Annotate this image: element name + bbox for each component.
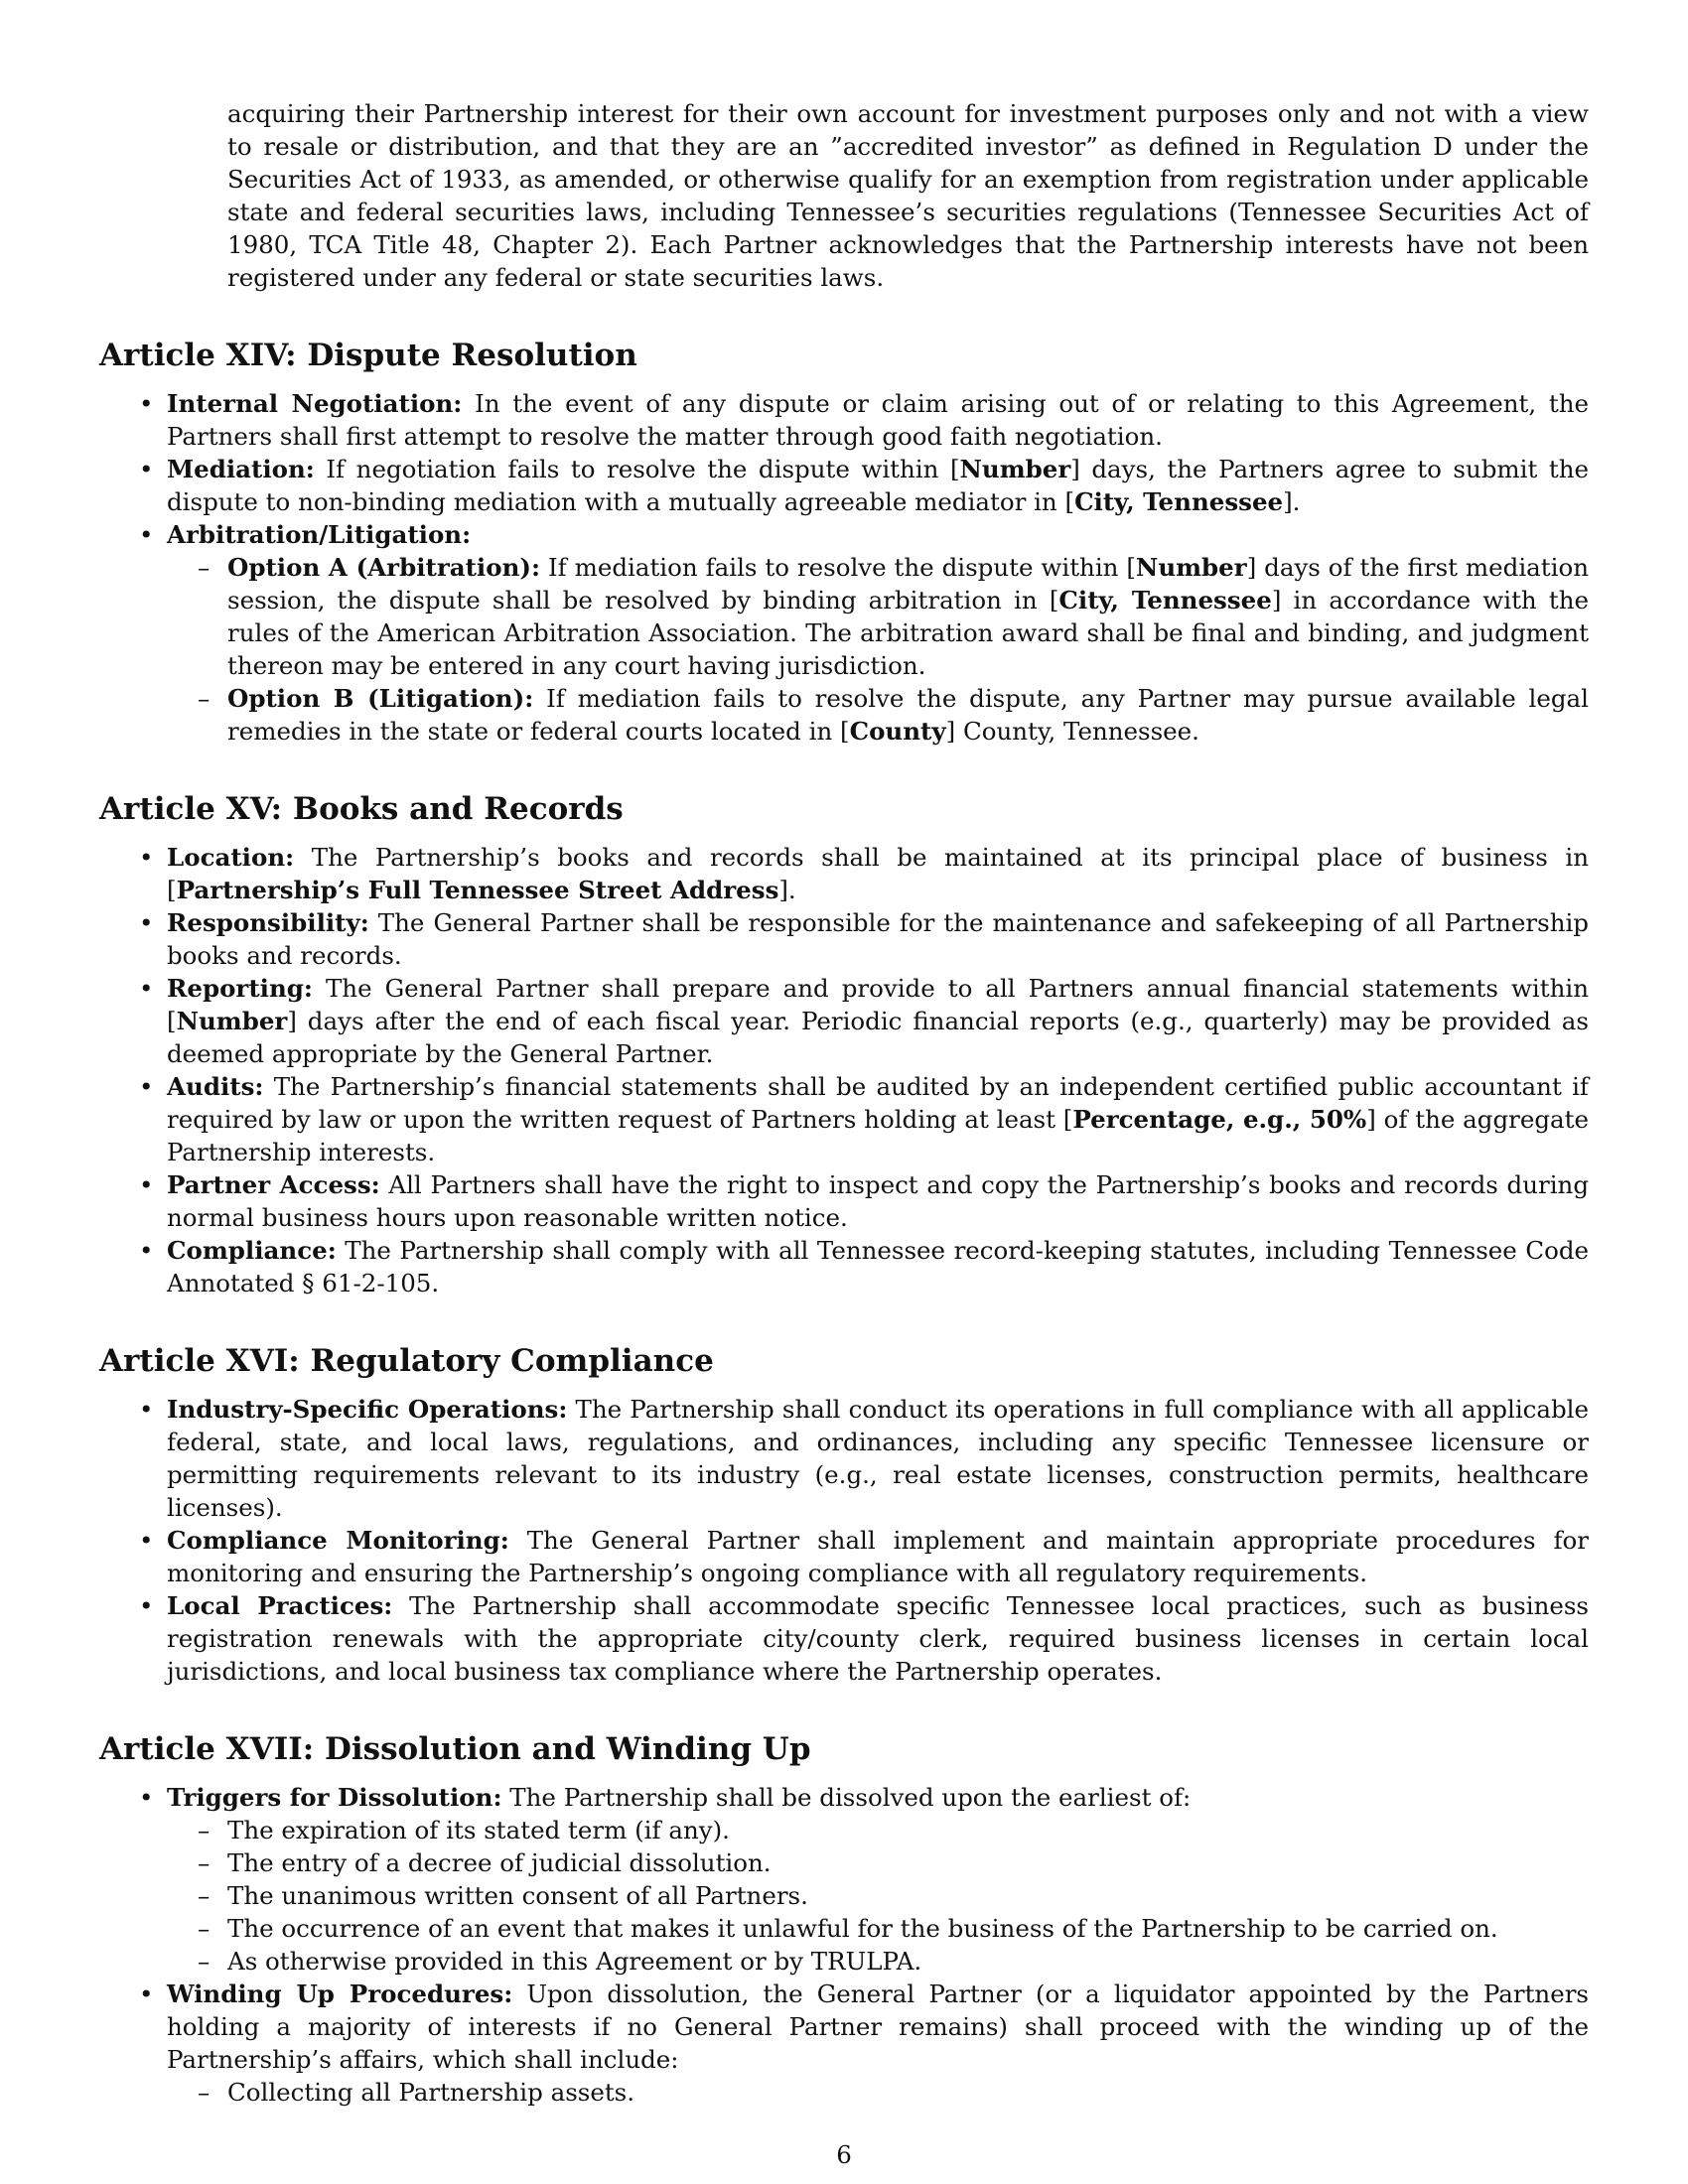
- article-14-heading: Article XIV: Dispute Resolution: [99, 338, 637, 373]
- sub-list-item: – The unanimous written consent of all Partners.: [167, 1879, 1589, 1912]
- list-item: • Compliance: The Partnership shall comply with all Tennessee record-keeping statutes, including Tennessee Code Annotated § 61-2-105.: [99, 1234, 1589, 1299]
- intro-paragraph: acquiring their Partnership interest for their own account for investment purposes only and not with a view to resale or distribution, and that they are an ”accredited investor” as defined in Regulation D under the Securities Act of 1933, as amended, or otherwise qualify for an exemption from registration under applicable state and federal securities laws, including Tennessee’s securities regulations (Tennessee Securities Act of 1980, TCA Title 48, Chapter 2). Each Partner acknowledges that the Partnership interests have not been registered under any federal or state securities laws.: [227, 99, 1589, 292]
- article-17-heading: Article XVII: Dissolution and Winding Up: [99, 1731, 811, 1767]
- item-label: Industry-Specific Operations:: [167, 1395, 568, 1424]
- article-17-list: [99, 1781, 1589, 2109]
- item-label: Partner Access:: [167, 1170, 380, 1199]
- sub-list-item: – The occurrence of an event that makes it unlawful for the business of the Partnership to be carried on.: [167, 1912, 1589, 1945]
- list-item: • Mediation: If negotiation fails to resolve the dispute within [Number] days, the Partners agree to submit the dispute to non-binding mediation with a mutually agreeable mediator in [City, Tennessee].: [99, 453, 1589, 518]
- placeholder: City, Tennessee: [1058, 586, 1272, 614]
- article-15-heading: Article XV: Books and Records: [99, 791, 624, 827]
- list-item: • Winding Up Procedures: Upon dissolution, the General Partner (or a liquidator appointed by the Partners holding a majority of interests if no General Partner remains) shall proceed with the winding up of the Partnership’s affairs, which shall include: – Collecting all Partnership assets.: [99, 1978, 1589, 2109]
- placeholder: Number: [1135, 553, 1247, 582]
- placeholder: County: [849, 717, 946, 746]
- sub-list-item: – Option A (Arbitration): If mediation fails to resolve the dispute within [Number] days of the first mediation session, the dispute shall be resolved by binding arbitration in [City, Tennessee] in accordance with the rules of the American Arbitration Association. The arbitration award shall be final and binding, and judgment thereon may be entered in any court having jurisdiction.: [167, 551, 1589, 682]
- item-label: Option A (Arbitration):: [227, 553, 541, 582]
- list-item: • Local Practices: The Partnership shall accommodate specific Tennessee local practices, such as business registration renewals with the appropriate city/county clerk, required business licenses in certain local jurisdictions, and local business tax compliance where the Partnership operates.: [99, 1589, 1589, 1688]
- list-item: • Audits: The Partnership’s financial statements shall be audited by an independent certified public accountant if required by law or upon the written request of Partners holding at least [Percentage, e.g., 50%] of the aggregate Partnership interests.: [99, 1070, 1589, 1168]
- article-14-list: [99, 387, 1589, 748]
- item-label: Compliance Monitoring:: [167, 1526, 509, 1555]
- sub-list-item: – Collecting all Partnership assets.: [167, 2076, 1589, 2109]
- document-page: [99, 97, 1589, 2109]
- page-number: 6: [836, 2140, 852, 2169]
- sub-list-item: – Option B (Litigation): If mediation fails to resolve the dispute, any Partner may pursue available legal remedies in the state or federal courts located in [County] County, Tennessee.: [167, 682, 1589, 748]
- item-label: Compliance:: [167, 1236, 337, 1265]
- list-item: • Internal Negotiation: In the event of any dispute or claim arising out of or relating to this Agreement, the Partners shall first attempt to resolve the matter through good faith negotiation.: [99, 387, 1589, 453]
- list-item: • Location: The Partnership’s books and records shall be maintained at its principal place of business in [Partnership’s Full Tennessee Street Address].: [99, 841, 1589, 906]
- article-16-list: [99, 1393, 1589, 1688]
- item-label: Responsibility:: [167, 908, 369, 937]
- placeholder: Number: [176, 1007, 288, 1035]
- sub-list-item: – The entry of a decree of judicial dissolution.: [167, 1846, 1589, 1879]
- item-label: Audits:: [167, 1072, 264, 1101]
- item-label: Reporting:: [167, 974, 313, 1003]
- item-label: Internal Negotiation:: [167, 389, 463, 418]
- list-item: • Triggers for Dissolution: The Partnership shall be dissolved upon the earliest of: – The expiration of its stated term (if any). – The entry of a decree of judicial dissolution. – The unanimous written consent of all Partners. – The occurrence of an event that makes it unlawful for the business of the Partnership to be carried on. – As otherwise provided in this Agreement or by TRULPA.: [99, 1781, 1589, 1978]
- placeholder: City, Tennessee: [1074, 487, 1284, 516]
- sub-list-item: – As otherwise provided in this Agreement or by TRULPA.: [167, 1945, 1589, 1978]
- placeholder: Percentage, e.g., 50%: [1072, 1105, 1367, 1134]
- item-label: Local Practices:: [167, 1591, 393, 1620]
- article-15-list: [99, 841, 1589, 1299]
- sub-list: [167, 551, 1589, 748]
- placeholder: Partnership’s Full Tennessee Street Address: [176, 876, 779, 904]
- item-label: Option B (Litigation):: [227, 684, 534, 713]
- sub-list: [167, 1814, 1589, 1978]
- item-label: Triggers for Dissolution:: [167, 1783, 502, 1812]
- item-label: Winding Up Procedures:: [167, 1979, 513, 2008]
- list-item: • Reporting: The General Partner shall prepare and provide to all Partners annual financial statements within [Number] days after the end of each fiscal year. Periodic financial reports (e.g., quarterly) may be provided as deemed appropriate by the General Partner.: [99, 972, 1589, 1070]
- article-16-heading: Article XVI: Regulatory Compliance: [99, 1343, 714, 1379]
- placeholder: Number: [959, 455, 1071, 483]
- list-item: • Partner Access: All Partners shall have the right to inspect and copy the Partnership’s books and records during normal business hours upon reasonable written notice.: [99, 1168, 1589, 1234]
- item-label: Location:: [167, 843, 295, 872]
- list-item: [99, 518, 1589, 748]
- item-label: Mediation:: [167, 455, 315, 483]
- list-item: • Responsibility: The General Partner shall be responsible for the maintenance and safekeeping of all Partnership books and records.: [99, 906, 1589, 972]
- item-label: Arbitration/Litigation:: [167, 520, 472, 549]
- sub-list-item: – The expiration of its stated term (if any).: [167, 1814, 1589, 1846]
- list-item: • Compliance Monitoring: The General Partner shall implement and maintain appropriate procedures for monitoring and ensuring the Partnership’s ongoing compliance with all regulatory requirements.: [99, 1524, 1589, 1589]
- sub-list: [167, 2076, 1589, 2109]
- list-item: • Industry-Specific Operations: The Partnership shall conduct its operations in full compliance with all applicable federal, state, and local laws, regulations, and ordinances, including any specific Tennessee licensure or permitting requirements relevant to its industry (e.g., real estate licenses, construction permits, healthcare licenses).: [99, 1393, 1589, 1524]
